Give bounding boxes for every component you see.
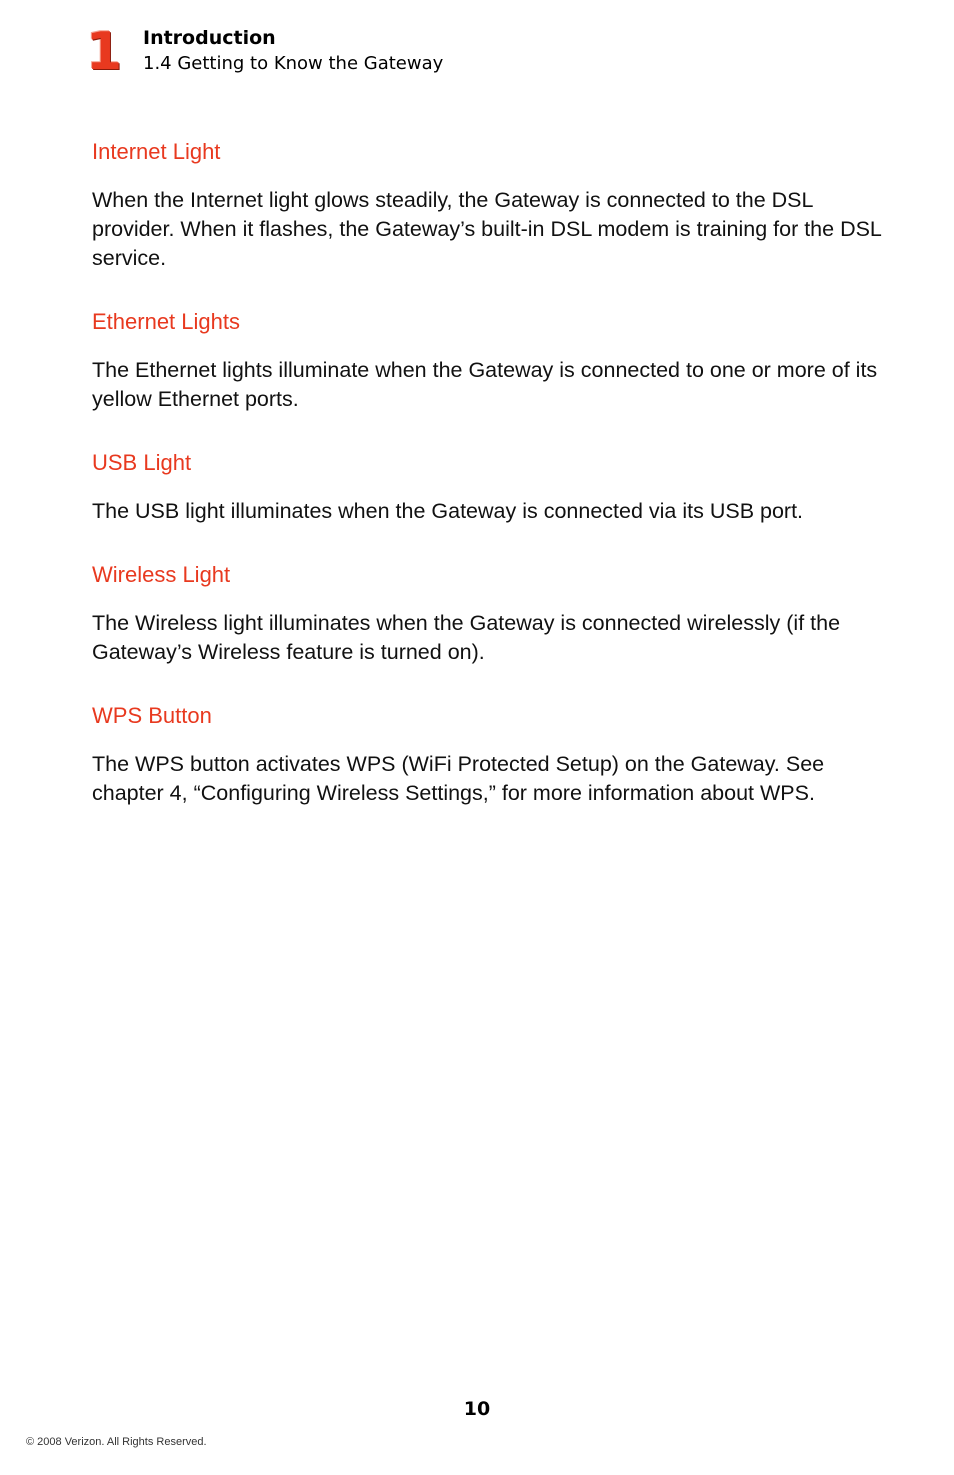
heading-wireless-light: Wireless Light <box>92 562 231 587</box>
heading-wps-button: WPS Button <box>92 703 212 728</box>
page-number: 10 <box>463 1398 491 1420</box>
body-usb-light: The USB light illuminates when the Gateway is connected via its USB port. <box>92 499 804 523</box>
heading-usb-light: USB Light <box>92 450 192 475</box>
section-title: 1.4 Getting to Know the Gateway <box>143 53 444 74</box>
body-wireless-light: The Wireless light illuminates when the Gateway is connected wirelessly (if the Gateway’s Wireless feature is turned on). <box>92 611 841 664</box>
body-ethernet-lights: The Ethernet lights illuminate when the Gateway is connected to one or more of its yellow Ethernet ports. <box>92 358 878 411</box>
body-wps-button: The WPS button activates WPS (WiFi Protected Setup) on the Gateway. See chapter 4, “Configuring Wireless Settings,” for more information about WPS. <box>92 752 825 805</box>
body-internet-light: When the Internet light glows steadily, the Gateway is connected to the DSL provider. When it flashes, the Gateway’s built-in DSL modem is training for the DSL service. <box>92 188 882 270</box>
heading-internet-light: Internet Light <box>92 139 221 164</box>
copyright-notice: © 2008 Verizon. All Rights Reserved. <box>26 1436 207 1448</box>
heading-ethernet-lights: Ethernet Lights <box>92 309 240 334</box>
main-content <box>92 136 892 841</box>
chapter-number: 1 <box>86 22 123 82</box>
chapter-title: Introduction <box>143 27 276 49</box>
page-header <box>143 26 443 78</box>
